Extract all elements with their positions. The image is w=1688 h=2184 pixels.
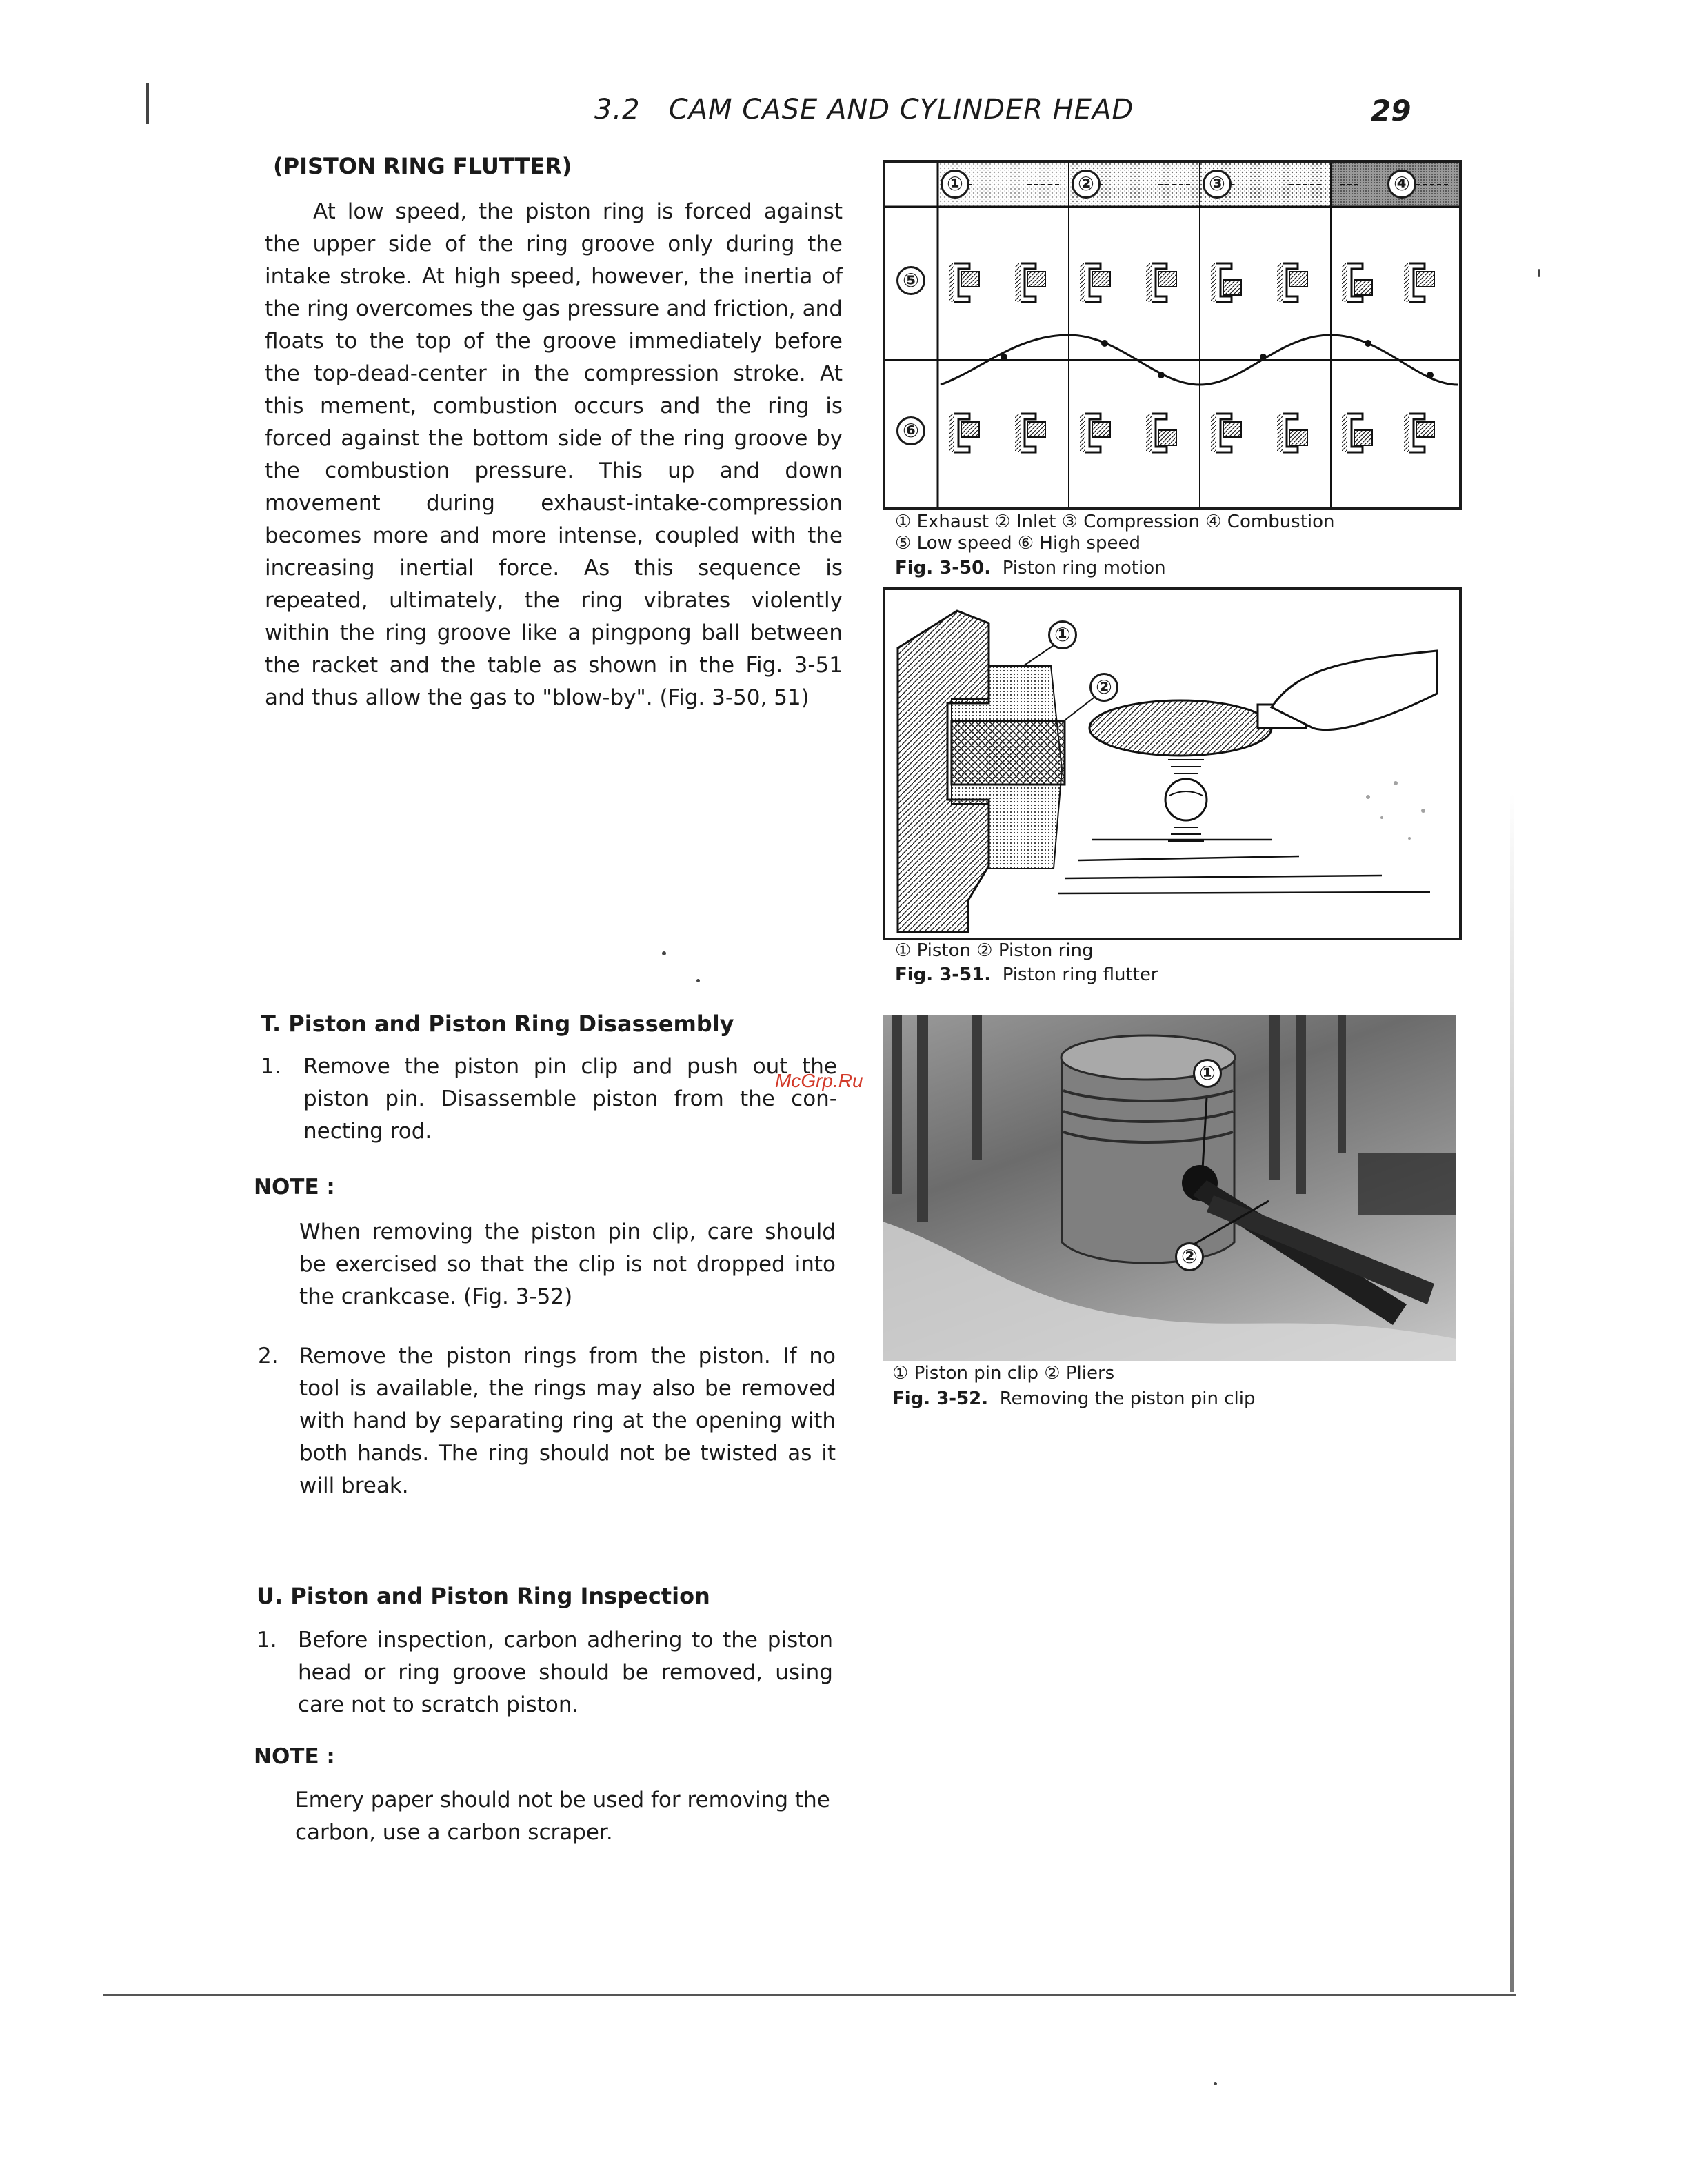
section-t-note-text: When removing the piston pin clip, care should be exercised so that the clip is not dropped into the crankcase. (Fig. 3-52) <box>299 1220 836 1309</box>
fig50-caption <box>895 556 1166 580</box>
item-text: Remove the piston pin clip and push out the piston pin. Disassemble piston from the con-necting rod. <box>303 1054 837 1144</box>
scan-mark <box>1214 2082 1217 2085</box>
fig50-number: Fig. 3-50. <box>895 558 992 578</box>
fig51-marker-2: ② <box>1089 673 1118 702</box>
piston-ring-motion-drawing <box>885 163 1459 507</box>
bottom-rule <box>103 1994 1516 1996</box>
fig-3-52-photo <box>883 1015 1456 1361</box>
fig51-number: Fig. 3-51. <box>895 964 992 985</box>
fig52-caption <box>892 1387 1255 1410</box>
fig50-marker-4: ④ <box>1387 170 1416 199</box>
fig52-marker-1: ① <box>1193 1059 1222 1088</box>
piston-photo-drawing <box>883 1015 1456 1361</box>
flutter-heading: (PISTON RING FLUTTER) <box>273 153 572 179</box>
section-u-note-label: NOTE : <box>254 1744 335 1769</box>
section-t-item-1 <box>261 1051 840 1154</box>
fig-3-50-diagram <box>883 160 1462 510</box>
scan-mark <box>662 951 666 956</box>
scan-mark <box>1538 269 1540 277</box>
running-header <box>594 94 1134 125</box>
scan-edge <box>1510 793 1514 1992</box>
section-u-note-text: Emery paper should not be used for removing the carbon, use a carbon scraper. <box>295 1788 830 1845</box>
fig51-marker-1: ① <box>1048 620 1077 649</box>
scan-mark <box>696 979 700 982</box>
fig50-legend-line2: ⑤ Low speed ⑥ High speed <box>895 533 1141 554</box>
fig50-marker-5: ⑤ <box>896 266 925 295</box>
scan-mark <box>146 83 149 124</box>
fig52-marker-2: ② <box>1175 1242 1204 1271</box>
ring-flutter-drawing <box>885 590 1459 938</box>
item-number: 1. <box>261 1054 281 1079</box>
section-t-item-2 <box>258 1340 837 1506</box>
fig50-marker-1: ① <box>941 170 969 199</box>
item-text: Remove the piston rings from the piston. If no tool is available, the rings may also be removed with hand by separating ring at the opening with both hands. The ring should not be twisted as it will break. <box>299 1344 836 1498</box>
fig51-legend: ① Piston ② Piston ring <box>895 940 1094 961</box>
fig52-title: Removing the piston pin clip <box>999 1388 1256 1409</box>
section-number: 3.2 <box>594 94 641 125</box>
section-t-heading: T. Piston and Piston Ring Disassembly <box>261 1011 734 1037</box>
fig-3-51-illustration <box>883 587 1462 940</box>
fig50-marker-3: ③ <box>1203 170 1232 199</box>
fig50-title: Piston ring motion <box>1002 558 1166 578</box>
fig52-number: Fig. 3-52. <box>892 1388 989 1409</box>
fig52-legend: ① Piston pin clip ② Pliers <box>892 1363 1115 1384</box>
page-number: 29 <box>1371 94 1411 128</box>
section-title: CAM CASE AND CYLINDER HEAD <box>668 94 1134 125</box>
fig50-legend-line1: ① Exhaust ② Inlet ③ Compression ④ Combustion <box>895 512 1335 532</box>
section-u-item-1 <box>257 1624 836 1728</box>
fig51-caption <box>895 963 1158 987</box>
watermark: McGrp.Ru <box>775 1070 863 1091</box>
fig51-title: Piston ring flutter <box>1002 964 1158 985</box>
item-number: 1. <box>257 1628 277 1652</box>
section-t-note-label: NOTE : <box>254 1175 335 1200</box>
section-u-heading: U. Piston and Piston Ring Inspection <box>257 1583 710 1609</box>
fig50-marker-2: ② <box>1072 170 1101 199</box>
item-text: Before inspection, carbon adhering to the piston head or ring groove should be removed, using care not to scratch piston. <box>298 1628 833 1717</box>
item-number: 2. <box>258 1344 279 1368</box>
flutter-paragraph: At low speed, the piston ring is forced against the upper side of the ring groove only during the intake stroke. At high speed, however, the inertia of the ring overcomes the gas pressure and friction, and floats to the top of the groove immediately before the top-dead-center in the compression stroke. At this mement, combustion occurs and the ring is forced against the bottom side of the ring groove by the combustion pressure. This up and down movement during exhaust-intake-compression becomes more and more intense, coupled with the increasing inertial force. As this sequence is repeated, ultimately, the ring vibrates violently within the ring groove like a pingpong ball between the racket and the table as shown in the Fig. 3-51 and thus allow the gas to "blow-by". (Fig. 3-50, 51) <box>265 199 843 710</box>
fig50-marker-6: ⑥ <box>896 416 925 445</box>
